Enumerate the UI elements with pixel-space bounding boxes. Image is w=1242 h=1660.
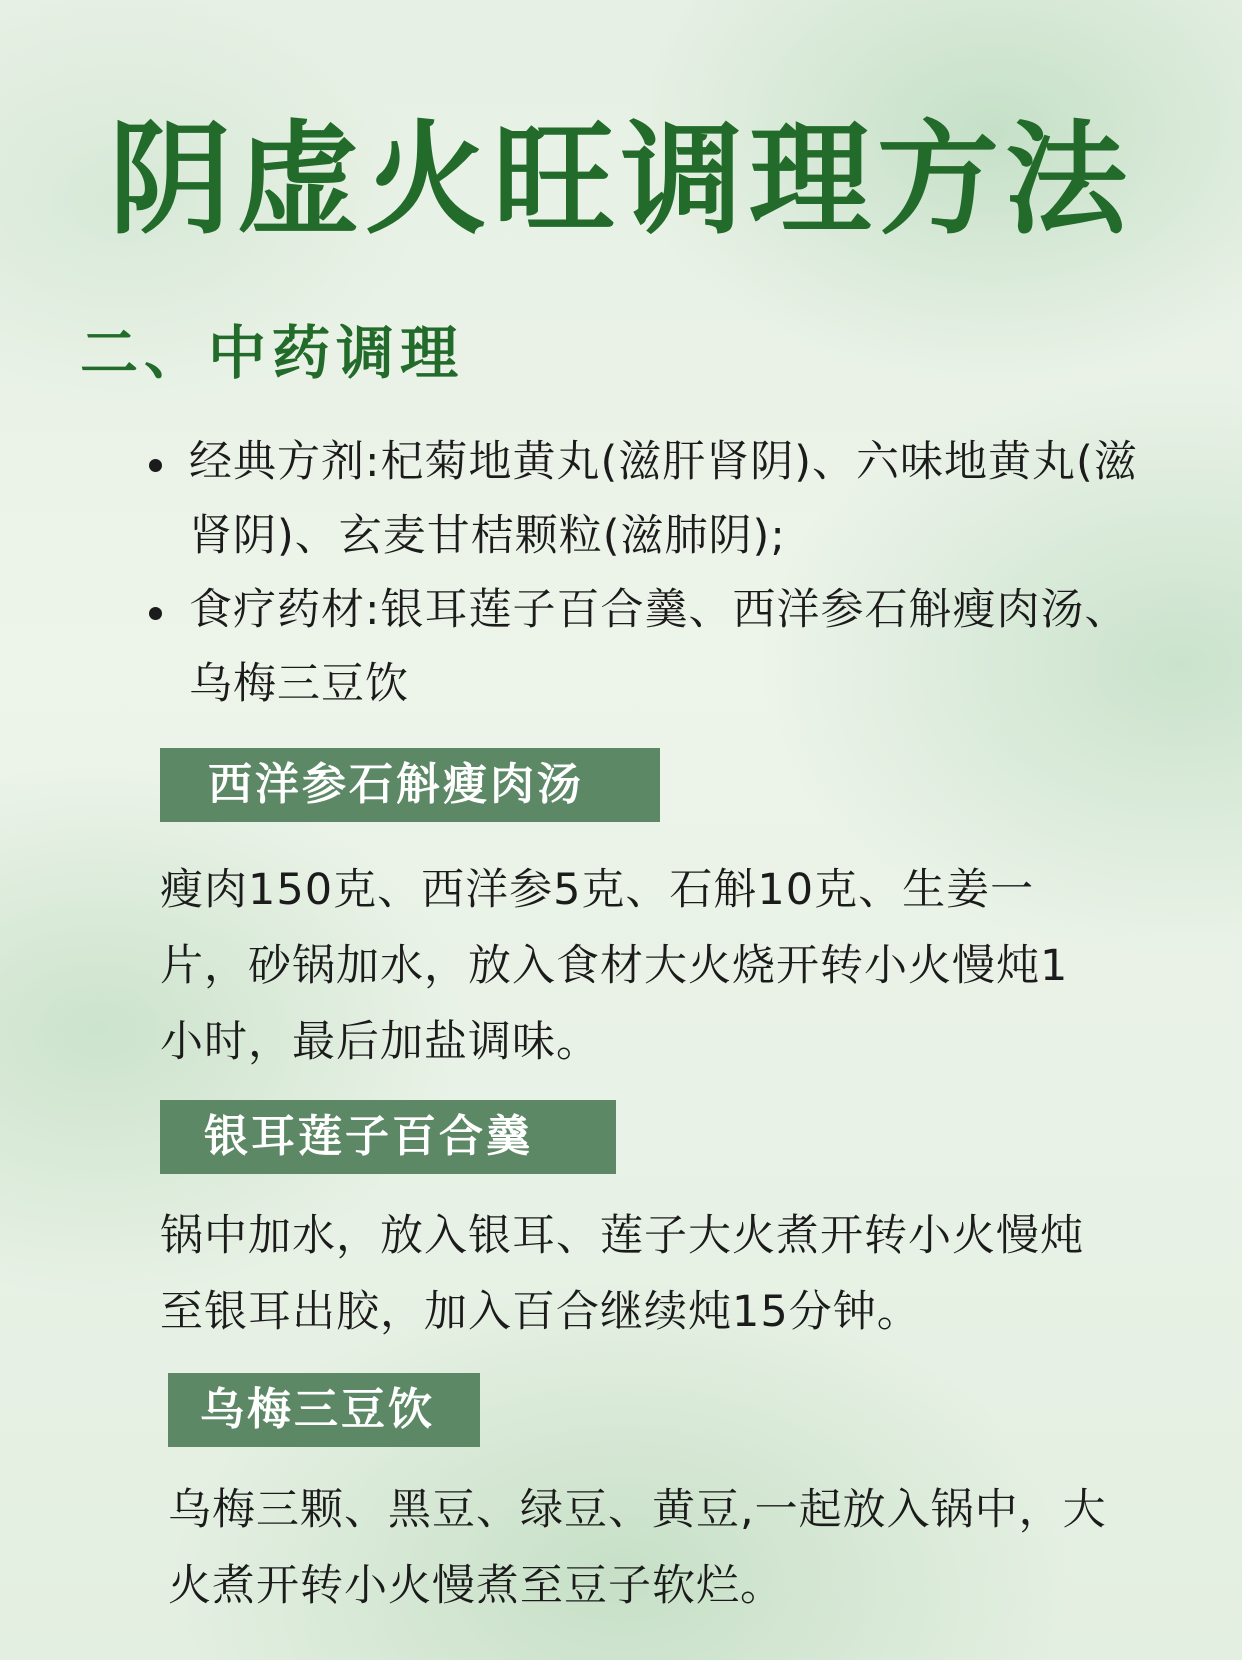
bullet-dot-icon xyxy=(149,607,162,620)
bullet-item-formulas xyxy=(145,425,1145,573)
bullet-dot-icon xyxy=(149,459,162,472)
section-heading: 二、中药调理 xyxy=(80,319,465,387)
bullet-text: 经典方剂:杞菊地黄丸(滋肝肾阴)、六味地黄丸(滋肾阴)、玄麦甘桔颗粒(滋肺阴); xyxy=(189,437,1138,561)
herb-bullet-list xyxy=(145,425,1145,721)
page-title: 阴虚火旺调理方法 xyxy=(109,109,1133,251)
recipe-text-drink: 乌梅三颗、黑豆、绿豆、黄豆,一起放入锅中，大火煮开转小火慢煮至豆子软烂。 xyxy=(168,1485,1107,1611)
recipe-label-soup-sweet: 银耳莲子百合羹 xyxy=(160,1100,616,1174)
bullet-item-diet xyxy=(145,573,1145,721)
recipe-label-drink: 乌梅三豆饮 xyxy=(168,1373,480,1447)
recipe-text-soup: 瘦肉150克、西洋参5克、石斛10克、生姜一片，砂锅加水，放入食材大火烧开转小火慢炖1 小时，最后加盐调味。 xyxy=(160,865,1069,1067)
recipe-text-soup-sweet: 锅中加水，放入银耳、莲子大火煮开转小火慢炖至银耳出胶，加入百合继续炖15分钟。 xyxy=(160,1211,1084,1337)
bullet-text: 食疗药材:银耳莲子百合羹、西洋参石斛瘦肉汤、乌梅三豆饮 xyxy=(189,585,1129,709)
recipe-label-soup: 西洋参石斛瘦肉汤 xyxy=(160,748,660,822)
